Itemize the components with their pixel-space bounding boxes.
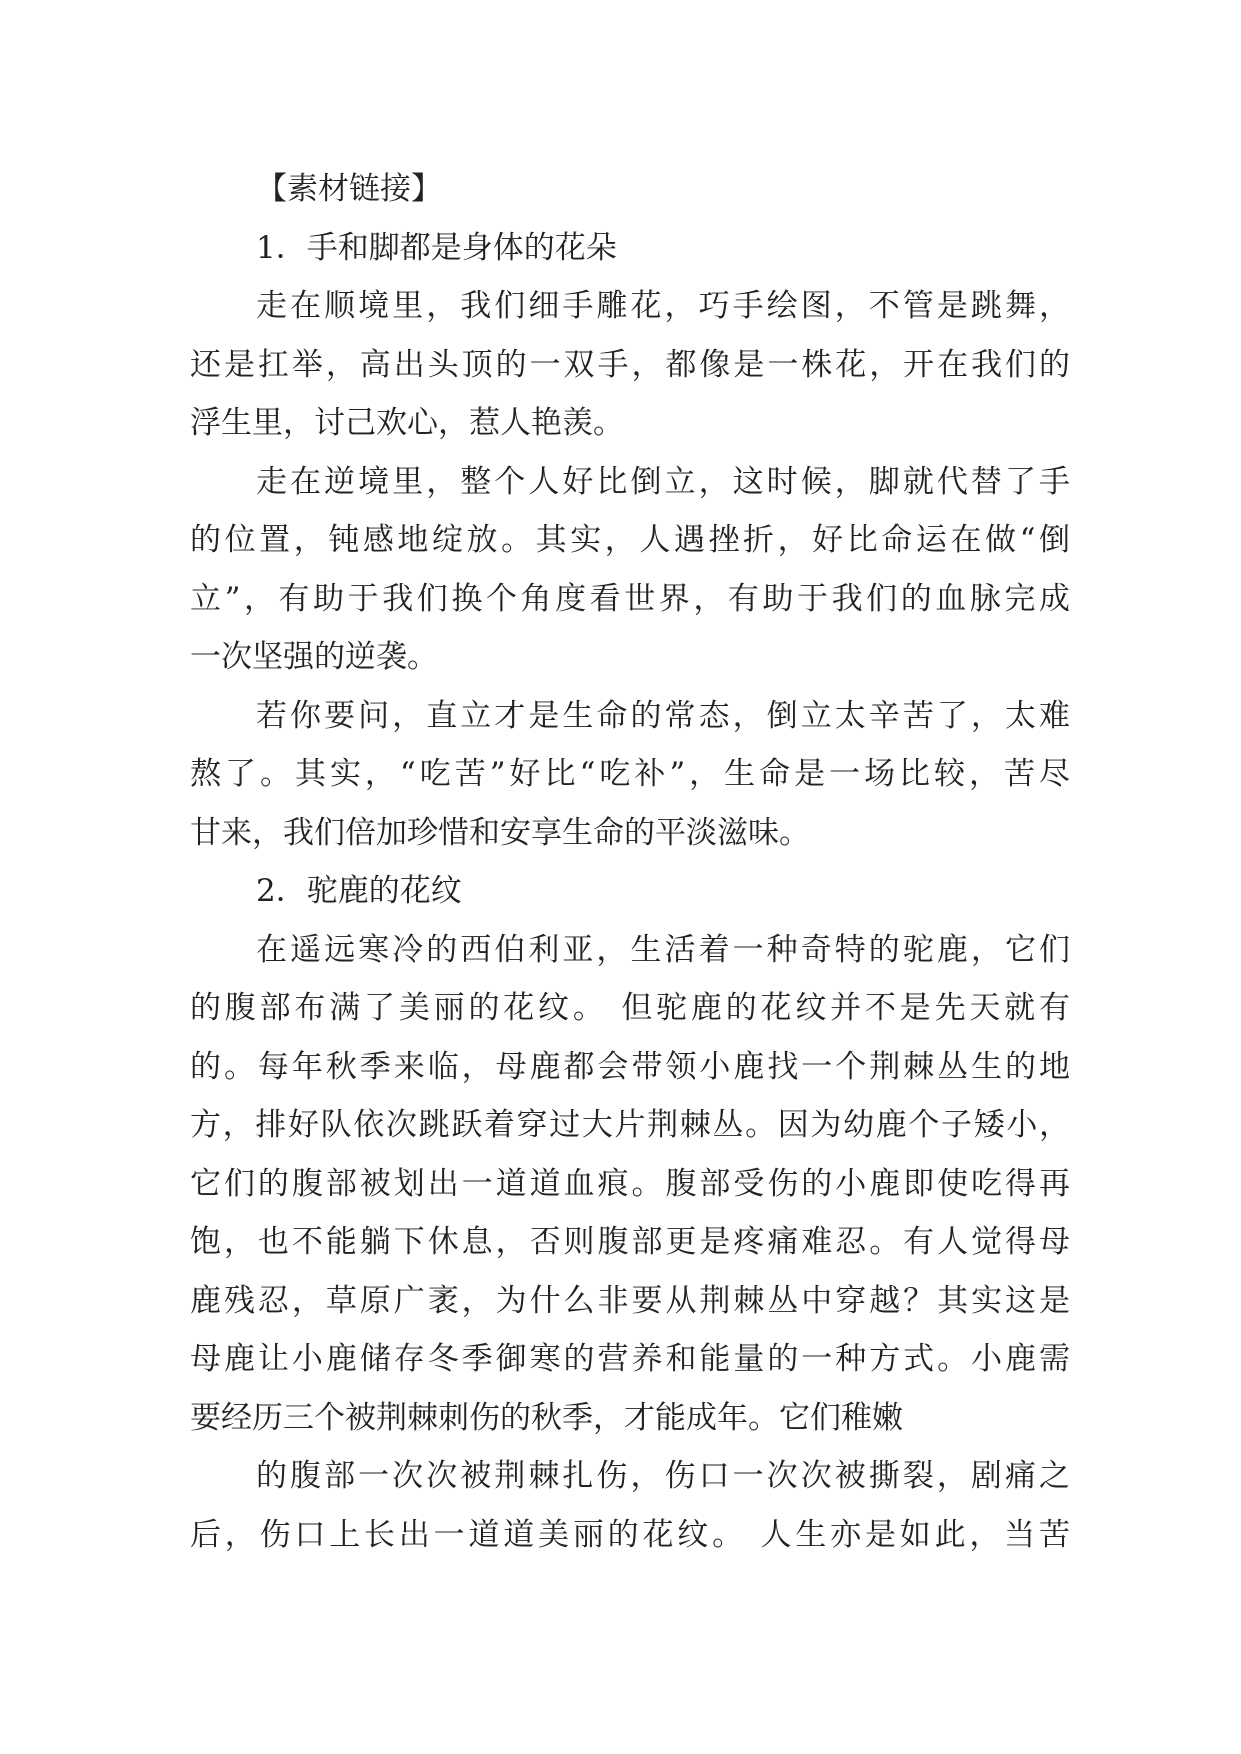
text-line: 2．驼鹿的花纹 — [256, 873, 462, 909]
text-line: 在遥远寒冷的西伯利亚，生活着一种奇特的驼鹿，它们 — [256, 931, 1070, 968]
text-line: 的腹部布满了美丽的花纹。 但驼鹿的花纹并不是先天就有 — [190, 990, 1070, 1026]
text-line: 立”，有助于我们换个角度看世界，有助于我们的血脉完成 — [190, 580, 1070, 617]
text-line: 1．手和脚都是身体的花朵 — [256, 229, 617, 266]
text-line: 的位置，钝感地绽放。其实，人遇挫折，好比命运在做“倒 — [190, 522, 1070, 558]
text-line: 走在逆境里，整个人好比倒立，这时候，脚就代替了手 — [256, 463, 1070, 500]
text-line: 后，伤口上长出一道道美丽的花纹。 人生亦是如此，当苦 — [190, 1516, 1070, 1553]
text-line: 若你要问，直立才是生命的常态，倒立太辛苦了，太难 — [256, 697, 1070, 734]
document-body — [190, 160, 1070, 1564]
text-line: 浮生里，讨己欢心，惹人艳羡。 — [190, 405, 624, 441]
text-line: 的腹部一次次被荆棘扎伤，伤口一次次被撕裂，剧痛之 — [256, 1458, 1070, 1494]
text-line: 熬了。其实，“吃苦”好比“吃补”，生命是一场比较，苦尽 — [190, 756, 1070, 792]
text-line: 鹿残忍，草原广袤，为什么非要从荆棘丛中穿越？其实这是 — [190, 1282, 1070, 1319]
text-line: 的。每年秋季来临，母鹿都会带领小鹿找一个荆棘丛生的地 — [190, 1048, 1070, 1085]
text-line: 走在顺境里，我们细手雕花，巧手绘图，不管是跳舞， — [256, 288, 1070, 324]
text-line: 【素材链接】 — [256, 171, 442, 207]
text-line: 还是扛举，高出头顶的一双手，都像是一株花，开在我们的 — [190, 346, 1070, 383]
text-line: 方，排好队依次跳跃着穿过大片荆棘丛。因为幼鹿个子矮小， — [190, 1107, 1070, 1143]
text-line: 甘来，我们倍加珍惜和安享生命的平淡滋味。 — [190, 814, 810, 851]
text-line: 饱，也不能躺下休息，否则腹部更是疼痛难忍。有人觉得母 — [190, 1224, 1070, 1260]
text-line: 要经历三个被荆棘刺伤的秋季，才能成年。它们稚嫩 — [190, 1399, 903, 1436]
text-line: 母鹿让小鹿储存冬季御寒的营养和能量的一种方式。小鹿需 — [190, 1341, 1070, 1377]
text-line: 它们的腹部被划出一道道血痕。腹部受伤的小鹿即使吃得再 — [190, 1165, 1070, 1202]
text-line: 一次坚强的逆袭。 — [190, 639, 438, 675]
